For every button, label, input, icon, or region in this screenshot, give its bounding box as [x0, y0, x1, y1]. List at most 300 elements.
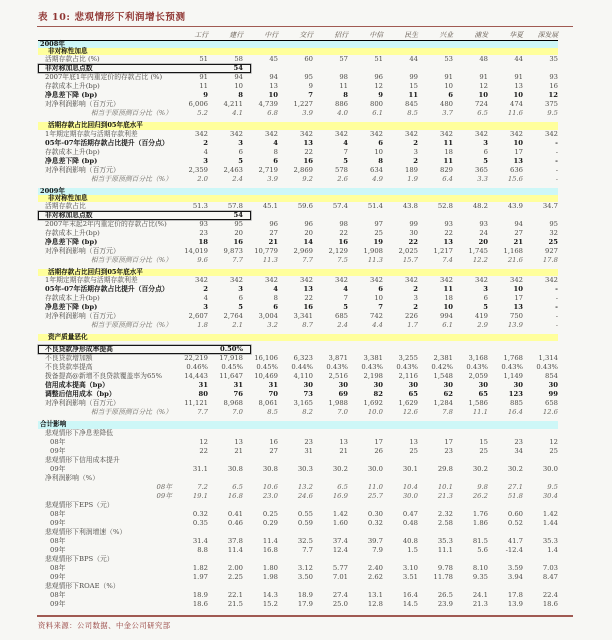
value-cell: 480: [440, 100, 453, 109]
value-cell: 30.2: [507, 464, 523, 473]
highlighted-row: [38, 345, 558, 354]
value-cell: -: [555, 294, 558, 303]
value-cell: 31.4: [192, 536, 208, 545]
row-label: 相当于原预测百分比（%）: [90, 408, 172, 417]
value-cell: 9.6: [197, 255, 208, 264]
value-cell: 3: [483, 138, 488, 147]
value-cell: 82: [373, 390, 383, 399]
value-cell: 99: [409, 73, 418, 82]
value-cell: 18.9: [297, 590, 313, 599]
value-cell: 57: [339, 55, 348, 64]
value-cell: 30: [513, 381, 523, 390]
value-cell: -: [555, 165, 558, 174]
value-cell: 30: [373, 381, 383, 390]
value-cell: 342: [335, 129, 348, 138]
value-cell: 10,779: [254, 246, 278, 255]
data-row: [38, 465, 558, 474]
value-cell: 994: [440, 312, 453, 321]
value-cell: 21.5: [227, 599, 243, 608]
value-cell: 10: [513, 285, 523, 294]
data-row: [38, 492, 558, 501]
value-cell: 51: [374, 55, 383, 64]
value-cell: 35.3: [437, 536, 453, 545]
row-label: 悲观情形下净息差降低: [45, 428, 113, 437]
value-cell: 17: [444, 437, 453, 446]
value-cell: 91: [479, 73, 488, 82]
row-label: 相当于原预测百分比（%）: [90, 255, 172, 264]
value-cell: 419: [475, 312, 488, 321]
value-cell: 3,165: [293, 399, 313, 408]
value-cell: 30: [409, 228, 418, 237]
value-cell: 31: [268, 381, 278, 390]
value-cell: 11: [443, 156, 453, 165]
data-row: [38, 303, 558, 312]
value-cell: 14,443: [184, 372, 208, 381]
value-cell: 95: [549, 219, 558, 228]
value-cell: 96: [269, 219, 278, 228]
value-cell: 5: [343, 156, 348, 165]
value-cell: 1,149: [503, 372, 523, 381]
value-cell: 4.9: [372, 174, 383, 183]
value-cell: 3,168: [468, 354, 488, 363]
column-header: 交行: [299, 31, 313, 39]
value-cell: 0.43%: [361, 363, 383, 372]
value-cell: 15.2: [262, 599, 278, 608]
value-cell: 25: [479, 446, 488, 455]
value-cell: 13: [409, 437, 418, 446]
highlighted-row: [38, 64, 558, 73]
value-cell: 10: [513, 91, 523, 100]
value-cell: 23: [304, 437, 313, 446]
value-cell: 375: [545, 100, 558, 109]
row-label: 存款成本上升(bp): [45, 82, 100, 91]
value-cell: 9: [308, 82, 313, 91]
value-cell: 13: [513, 156, 523, 165]
value-cell: 474: [510, 100, 523, 109]
value-cell: 16.8: [227, 491, 243, 500]
value-cell: 2,719: [258, 165, 278, 174]
data-row: [38, 238, 558, 247]
row-label: 对净利润影响（百万元）: [45, 399, 120, 408]
value-cell: 13: [303, 138, 313, 147]
value-cell: 12: [549, 437, 558, 446]
value-cell: 0.50%: [219, 345, 243, 354]
value-cell: 6: [273, 156, 278, 165]
value-cell: 7.0: [337, 408, 348, 417]
value-cell: 9: [378, 91, 383, 100]
value-cell: 30: [408, 381, 418, 390]
value-cell: 18.9: [192, 590, 208, 599]
value-cell: 6,323: [293, 354, 313, 363]
value-cell: 10: [443, 303, 453, 312]
value-cell: 0.43%: [501, 363, 523, 372]
value-cell: 35.3: [542, 536, 558, 545]
value-cell: 3.9: [302, 109, 313, 118]
value-cell: 10: [444, 82, 453, 91]
value-cell: 76: [233, 390, 243, 399]
title-divider: [37, 26, 573, 27]
value-cell: 20: [234, 228, 243, 237]
value-cell: 21.3: [472, 599, 488, 608]
value-cell: 10.0: [367, 408, 383, 417]
value-cell: 8: [238, 91, 243, 100]
value-cell: 11: [443, 285, 453, 294]
data-row: [38, 591, 558, 600]
value-cell: 13: [513, 303, 523, 312]
value-cell: 17.8: [542, 255, 558, 264]
value-cell: 8.47: [542, 572, 558, 581]
value-cell: 0.45%: [221, 363, 243, 372]
value-cell: 30.4: [542, 491, 558, 500]
value-cell: 51.8: [507, 491, 523, 500]
data-row: [38, 312, 558, 321]
row-label: 存款成本上升(bp): [45, 147, 100, 156]
row-label: 对净利润影响（百万元）: [45, 312, 120, 321]
data-row: [38, 229, 558, 238]
value-cell: 32: [549, 228, 558, 237]
value-cell: 342: [370, 276, 383, 285]
value-cell: 35: [549, 55, 558, 64]
value-cell: 91: [444, 73, 453, 82]
value-cell: 2,129: [328, 246, 348, 255]
source-note: 资料来源：公司数据、中金公司研究部: [38, 621, 171, 630]
value-cell: 8: [343, 91, 348, 100]
data-row: [38, 100, 558, 109]
value-cell: 30.0: [402, 491, 418, 500]
row-label: 对净利润影响（百万元）: [45, 165, 120, 174]
value-cell: 25: [409, 446, 418, 455]
value-cell: 37.4: [332, 536, 348, 545]
value-cell: 22.4: [542, 590, 558, 599]
value-cell: 30.0: [367, 464, 383, 473]
row-label: 拨备提高@新增不良贷款覆盖率为65%: [45, 372, 163, 381]
value-cell: 1.8: [197, 321, 208, 330]
value-cell: 1,629: [398, 399, 418, 408]
value-cell: 800: [370, 100, 383, 109]
value-cell: 30.3: [297, 464, 313, 473]
value-cell: 24.1: [472, 590, 488, 599]
value-cell: 1,692: [363, 399, 383, 408]
value-cell: 54: [233, 64, 243, 73]
value-cell: 7: [378, 303, 383, 312]
value-cell: 3: [413, 294, 418, 303]
value-cell: -: [555, 138, 558, 147]
column-header: 中行: [264, 31, 278, 39]
value-cell: 6: [238, 147, 243, 156]
value-cell: 31: [198, 381, 208, 390]
value-cell: 27: [269, 446, 278, 455]
value-cell: 11.4: [262, 536, 278, 545]
row-label: 08年: [50, 590, 66, 599]
row-label: 活期存款占比回归到05年底水平: [48, 121, 143, 130]
value-cell: 3: [483, 285, 488, 294]
value-cell: 94: [234, 73, 243, 82]
column-header: 浦发: [474, 31, 488, 39]
row-label: 悲观情形下EPS（元）: [45, 500, 114, 509]
value-cell: 11: [339, 82, 348, 91]
value-cell: 11: [408, 91, 418, 100]
value-cell: 59.6: [297, 201, 313, 210]
value-cell: 0.43%: [396, 363, 418, 372]
row-label: 05年-07年活期存款占比提升（百分点）: [45, 285, 169, 294]
value-cell: 57.8: [227, 201, 243, 210]
value-cell: 750: [510, 312, 523, 321]
row-label: 非对称性加息: [48, 47, 88, 56]
value-cell: 342: [265, 129, 278, 138]
value-cell: 11.0: [367, 482, 383, 491]
value-cell: 96: [304, 219, 313, 228]
value-cell: 7.9: [372, 545, 383, 554]
value-cell: 3.12: [297, 563, 313, 572]
value-cell: 39.7: [367, 536, 383, 545]
value-cell: 23: [444, 446, 453, 455]
value-cell: 7.0: [232, 408, 243, 417]
row-label: 2007年末起2年内重定价的存款占比(%): [45, 219, 167, 228]
value-cell: 54: [233, 210, 243, 219]
value-cell: 2,969: [293, 246, 313, 255]
value-cell: 1.86: [472, 518, 488, 527]
data-row: [38, 399, 558, 408]
group-label-row: [38, 501, 558, 510]
value-cell: 342: [230, 276, 243, 285]
value-cell: 2.40: [367, 563, 383, 572]
value-cell: 0.52: [507, 518, 523, 527]
data-row: [38, 55, 558, 64]
value-cell: 1.44: [542, 518, 558, 527]
value-cell: -: [555, 303, 558, 312]
value-cell: 7.7: [302, 255, 313, 264]
value-cell: 10.6: [262, 482, 278, 491]
value-cell: 342: [440, 129, 453, 138]
value-cell: 8: [273, 147, 278, 156]
data-row: [38, 73, 558, 82]
value-cell: 22: [199, 446, 208, 455]
value-cell: 18.6: [192, 599, 208, 608]
column-header: 招行: [334, 31, 348, 39]
value-cell: 7.01: [332, 572, 348, 581]
value-cell: 58: [234, 55, 243, 64]
column-header: 兴业: [439, 31, 453, 39]
value-cell: 22: [408, 237, 418, 246]
value-cell: 6: [483, 294, 488, 303]
value-cell: 11.1: [472, 408, 488, 417]
row-label: 非对称加息点数: [45, 210, 93, 219]
value-cell: 18: [444, 147, 453, 156]
value-cell: 21.6: [507, 255, 523, 264]
value-cell: 829: [440, 165, 453, 174]
value-cell: 189: [405, 165, 418, 174]
value-cell: 96: [374, 73, 383, 82]
value-cell: 6,006: [188, 100, 208, 109]
value-cell: 51.4: [367, 201, 383, 210]
value-cell: 0.43%: [536, 363, 558, 372]
value-cell: 1,768: [503, 354, 523, 363]
value-cell: 2: [413, 138, 418, 147]
value-cell: 13: [269, 82, 278, 91]
value-cell: 2,025: [398, 246, 418, 255]
value-cell: 0.42%: [431, 363, 453, 372]
value-cell: 342: [335, 276, 348, 285]
value-cell: 30.1: [402, 464, 418, 473]
value-cell: 12: [199, 437, 208, 446]
value-cell: 27: [269, 228, 278, 237]
value-cell: 22,219: [184, 354, 208, 363]
data-row: [38, 510, 558, 519]
column-header: 深发展: [537, 31, 558, 39]
value-cell: 8: [273, 294, 278, 303]
value-cell: 12.2: [472, 255, 488, 264]
data-row: [38, 285, 558, 294]
value-cell: 6.8: [267, 109, 278, 118]
value-cell: 1,314: [538, 354, 558, 363]
data-row: [38, 483, 558, 492]
value-cell: 25: [548, 237, 558, 246]
value-cell: 27: [514, 228, 523, 237]
value-cell: 30.2: [332, 464, 348, 473]
value-cell: 6.4: [442, 174, 453, 183]
value-cell: 15: [479, 437, 488, 446]
row-label: 09年: [156, 491, 172, 500]
value-cell: 2.1: [232, 321, 243, 330]
value-cell: 1.82: [192, 563, 208, 572]
value-cell: 1.60: [332, 518, 348, 527]
row-label: 05年-07年活期存款占比提升（百分点）: [45, 138, 169, 147]
value-cell: 16: [303, 156, 313, 165]
value-cell: 12.6: [402, 408, 418, 417]
value-cell: 93: [479, 219, 488, 228]
value-cell: 854: [545, 372, 558, 381]
value-cell: 3: [238, 285, 243, 294]
value-cell: -: [555, 156, 558, 165]
value-cell: 6: [273, 303, 278, 312]
value-cell: 22: [304, 294, 313, 303]
value-cell: 342: [405, 129, 418, 138]
value-cell: 2.25: [227, 572, 243, 581]
row-label: 存款成本上升(bp): [45, 228, 100, 237]
column-header: 华夏: [509, 31, 523, 39]
value-cell: 7.03: [542, 563, 558, 572]
value-cell: 2,359: [188, 165, 208, 174]
value-cell: 20: [478, 237, 488, 246]
value-cell: 0.25: [262, 509, 278, 518]
data-row: [38, 247, 558, 256]
value-cell: 2,116: [398, 372, 418, 381]
column-header: 建行: [229, 31, 243, 39]
value-cell: 98: [339, 73, 348, 82]
value-cell: 7.7: [232, 255, 243, 264]
value-cell: 48: [479, 55, 488, 64]
value-cell: 2.6: [337, 174, 348, 183]
value-cell: 1.97: [192, 572, 208, 581]
value-cell: 11,647: [219, 372, 243, 381]
data-row: [38, 354, 558, 363]
subsection-header-row: [38, 195, 558, 202]
highlight-box: [38, 345, 251, 354]
value-cell: 3.10: [402, 563, 418, 572]
group-label-row: [38, 429, 558, 438]
value-cell: 6.5: [232, 482, 243, 491]
value-cell: 9.35: [472, 572, 488, 581]
value-cell: 0.44%: [291, 363, 313, 372]
value-cell: 0.45%: [256, 363, 278, 372]
row-label: 调整后信用成本（bp）: [45, 390, 116, 399]
value-cell: 9: [203, 91, 208, 100]
section-header-row: [38, 41, 558, 48]
value-cell: 30: [303, 381, 313, 390]
value-cell: -: [555, 312, 558, 321]
value-cell: 23.9: [437, 599, 453, 608]
data-row: [38, 372, 558, 381]
value-cell: 2: [203, 138, 208, 147]
value-cell: 7.7: [197, 408, 208, 417]
data-row: [38, 109, 558, 118]
value-cell: 53: [444, 55, 453, 64]
column-header: 工行: [194, 31, 208, 39]
value-cell: 24.6: [297, 491, 313, 500]
value-cell: 16.4: [402, 590, 418, 599]
row-label: 非对称加息点数: [45, 64, 93, 73]
value-cell: 2,764: [223, 312, 243, 321]
value-cell: 1,284: [433, 399, 453, 408]
value-cell: 23: [199, 228, 208, 237]
value-cell: 7.8: [442, 408, 453, 417]
value-cell: 20: [304, 228, 313, 237]
value-cell: 1.80: [262, 563, 278, 572]
value-cell: 3.59: [507, 563, 523, 572]
value-cell: 3: [238, 138, 243, 147]
value-cell: 11.4: [227, 545, 243, 554]
row-label: 09年: [50, 518, 66, 527]
value-cell: 44: [409, 55, 418, 64]
value-cell: 10: [374, 294, 383, 303]
value-cell: 17: [514, 294, 523, 303]
value-cell: 52.8: [437, 201, 453, 210]
highlight-box: [38, 64, 251, 73]
value-cell: 3,871: [328, 354, 348, 363]
value-cell: 2,869: [293, 165, 313, 174]
row-label: 活期存款占比回归到05年底水平: [48, 267, 143, 276]
value-cell: 2: [413, 156, 418, 165]
value-cell: 5: [238, 303, 243, 312]
value-cell: 99: [409, 219, 418, 228]
value-cell: 18: [444, 294, 453, 303]
value-cell: 10: [234, 82, 243, 91]
row-label: 不良贷款净形成率提高: [45, 345, 113, 354]
value-cell: 342: [195, 276, 208, 285]
value-cell: 62: [443, 390, 453, 399]
row-label: 对净利润影响（百万元）: [45, 246, 120, 255]
value-cell: 1.4: [547, 545, 558, 554]
value-cell: 95: [234, 219, 243, 228]
value-cell: 7: [308, 91, 313, 100]
value-cell: 2.62: [367, 572, 383, 581]
row-label: 1年期定期存款与活期存款利差: [45, 129, 138, 138]
value-cell: 1,745: [468, 246, 488, 255]
value-cell: 2: [413, 285, 418, 294]
value-cell: 123: [508, 390, 523, 399]
group-label-row: [38, 555, 558, 564]
value-cell: 93: [549, 73, 558, 82]
row-label: 净息差下降 (bp): [45, 156, 98, 165]
data-row: [38, 564, 558, 573]
row-label: 悲观情形下BPS（元）: [45, 554, 114, 563]
value-cell: 4: [343, 138, 348, 147]
value-cell: 18.6: [542, 599, 558, 608]
value-cell: 1,548: [433, 372, 453, 381]
row-label: 08年: [50, 563, 66, 572]
value-cell: 12.6: [542, 408, 558, 417]
value-cell: 26: [374, 446, 383, 455]
